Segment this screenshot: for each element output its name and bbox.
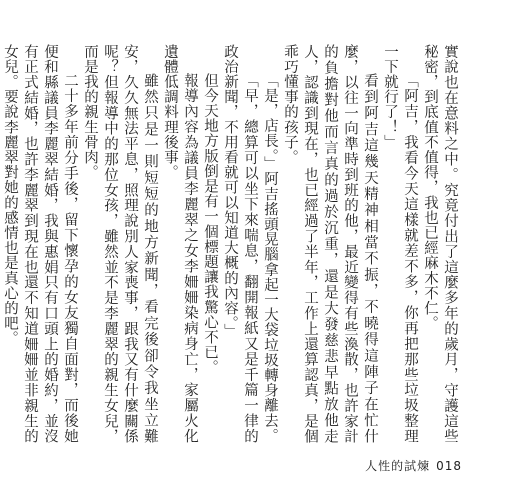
paragraph: 實說也在意料之中。究竟付出了這麼多年的歲月，守護這些秘密，到底值不值得，我也已經麻木不仁。 (422, 44, 458, 444)
running-title: 人性的試煉 (365, 459, 431, 473)
paragraph: 雖然只是一則短短的地方新聞，看完後卻令我坐立難安，久久無法平息，照理說別人家喪事，跟我又有什麼關係呢？但報導中的那位女孩，雖然並不是李麗翠的親生女兒，而是我的親生骨肉。 (82, 44, 158, 444)
paragraph: 但今天地方版倒是有一個標題讓我驚心不已。 (202, 73, 218, 375)
paragraph: 「是，店長。」阿吉搖頭晃腦拿起一大袋垃圾轉身離去。 (262, 73, 278, 444)
paragraph: 「阿吉，我看今天這樣就差不多，你再把那些垃圾整理一下就行了！」 (382, 44, 418, 444)
paragraph: 看到阿吉這幾天精神相當不振，不曉得這陣子在忙什麼，以往一向準時到班的他，最近變得有些渙散，也許家計的負擔對他而言真的過於沉重，還是大發慈悲早點放他走人，認識到現在，也已經過了半年，工作上還算認真，是個乖巧懂事的孩子。 (282, 44, 378, 444)
page-footer (365, 457, 462, 474)
paragraph: 報導內容為議員李麗翠之女李姍姍染病身亡，家屬火化遺體低調料理後事。 (162, 44, 198, 444)
body-text (2, 44, 460, 444)
paragraph: 二十多年前分手後，留下懷孕的女友獨自面對，而後她便和縣議員李麗翠結婚，我與惠娟只有口頭上的婚約，並沒有正式結婚，也許李麗翠到現在也還不知道姍姍並非親生的女兒。要說李麗翠對她的感情也是真心的吧。 (2, 44, 78, 444)
page-number: 018 (436, 459, 462, 473)
paragraph: 「早，總算可以坐下來喘息，翻開報紙又是千篇一律的政治新聞，不用看就可以知道大概的內容。」 (222, 44, 258, 444)
